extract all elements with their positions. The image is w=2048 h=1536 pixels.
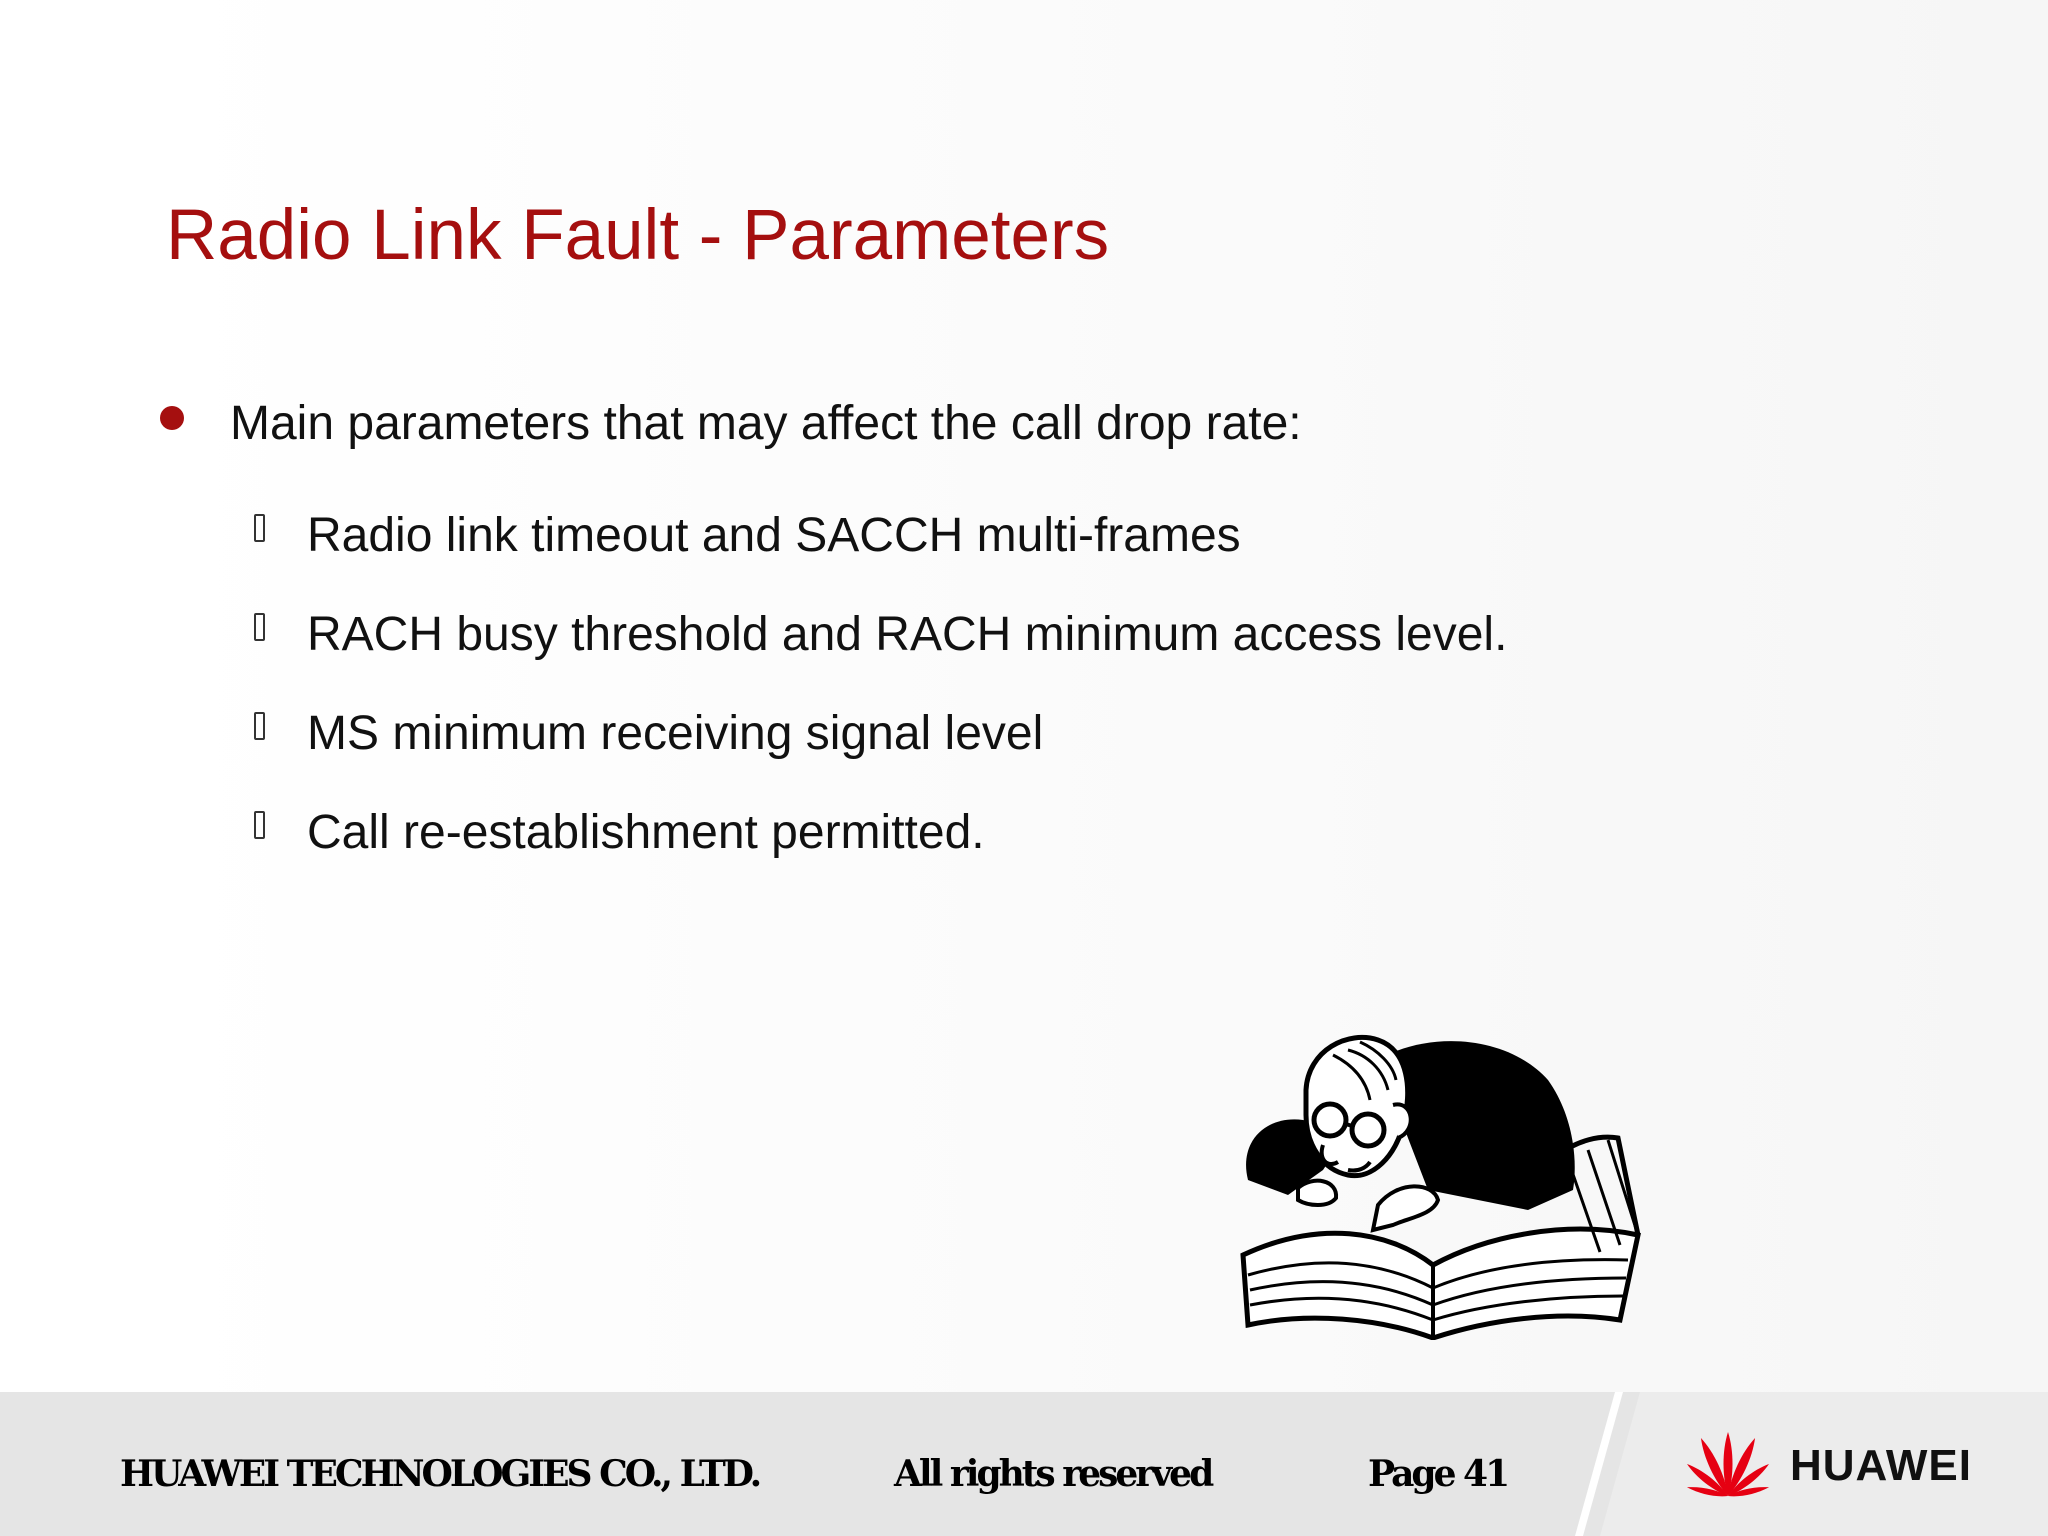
sub-bullet-text: Call re-establishment permitted. [307,806,985,859]
bullet-box-icon [254,712,265,740]
sub-bullet-item [254,783,1507,882]
footer-rights: All rights reserved [894,1453,1212,1495]
bullet-box-icon [254,811,265,839]
reading-man-clipart [1228,1020,1648,1340]
bullet-main [160,396,1302,451]
sub-bullet-text: MS minimum receiving signal level [307,707,1044,760]
huawei-logo-text: HUAWEI [1790,1441,1972,1490]
sub-bullet-item [254,684,1507,783]
huawei-petal-icon [1680,1428,1776,1504]
bullet-box-icon [254,613,265,641]
sub-bullet-text: Radio link timeout and SACCH multi-frames [307,509,1241,562]
sub-bullet-item [254,486,1507,585]
sub-bullet-item [254,585,1507,684]
bullet-box-icon [254,514,265,542]
sub-bullet-list [254,486,1507,882]
footer-page-number: Page 41 [1368,1453,1508,1495]
footer-company: HUAWEI TECHNOLOGIES CO., LTD. [120,1453,760,1495]
slide-title: Radio Link Fault - Parameters [166,196,1110,275]
bullet-main-text: Main parameters that may affect the call drop rate: [230,397,1302,450]
sub-bullet-text: RACH busy threshold and RACH minimum access level. [307,608,1508,661]
huawei-logo [1680,1428,1972,1504]
bullet-dot-icon [160,406,184,430]
